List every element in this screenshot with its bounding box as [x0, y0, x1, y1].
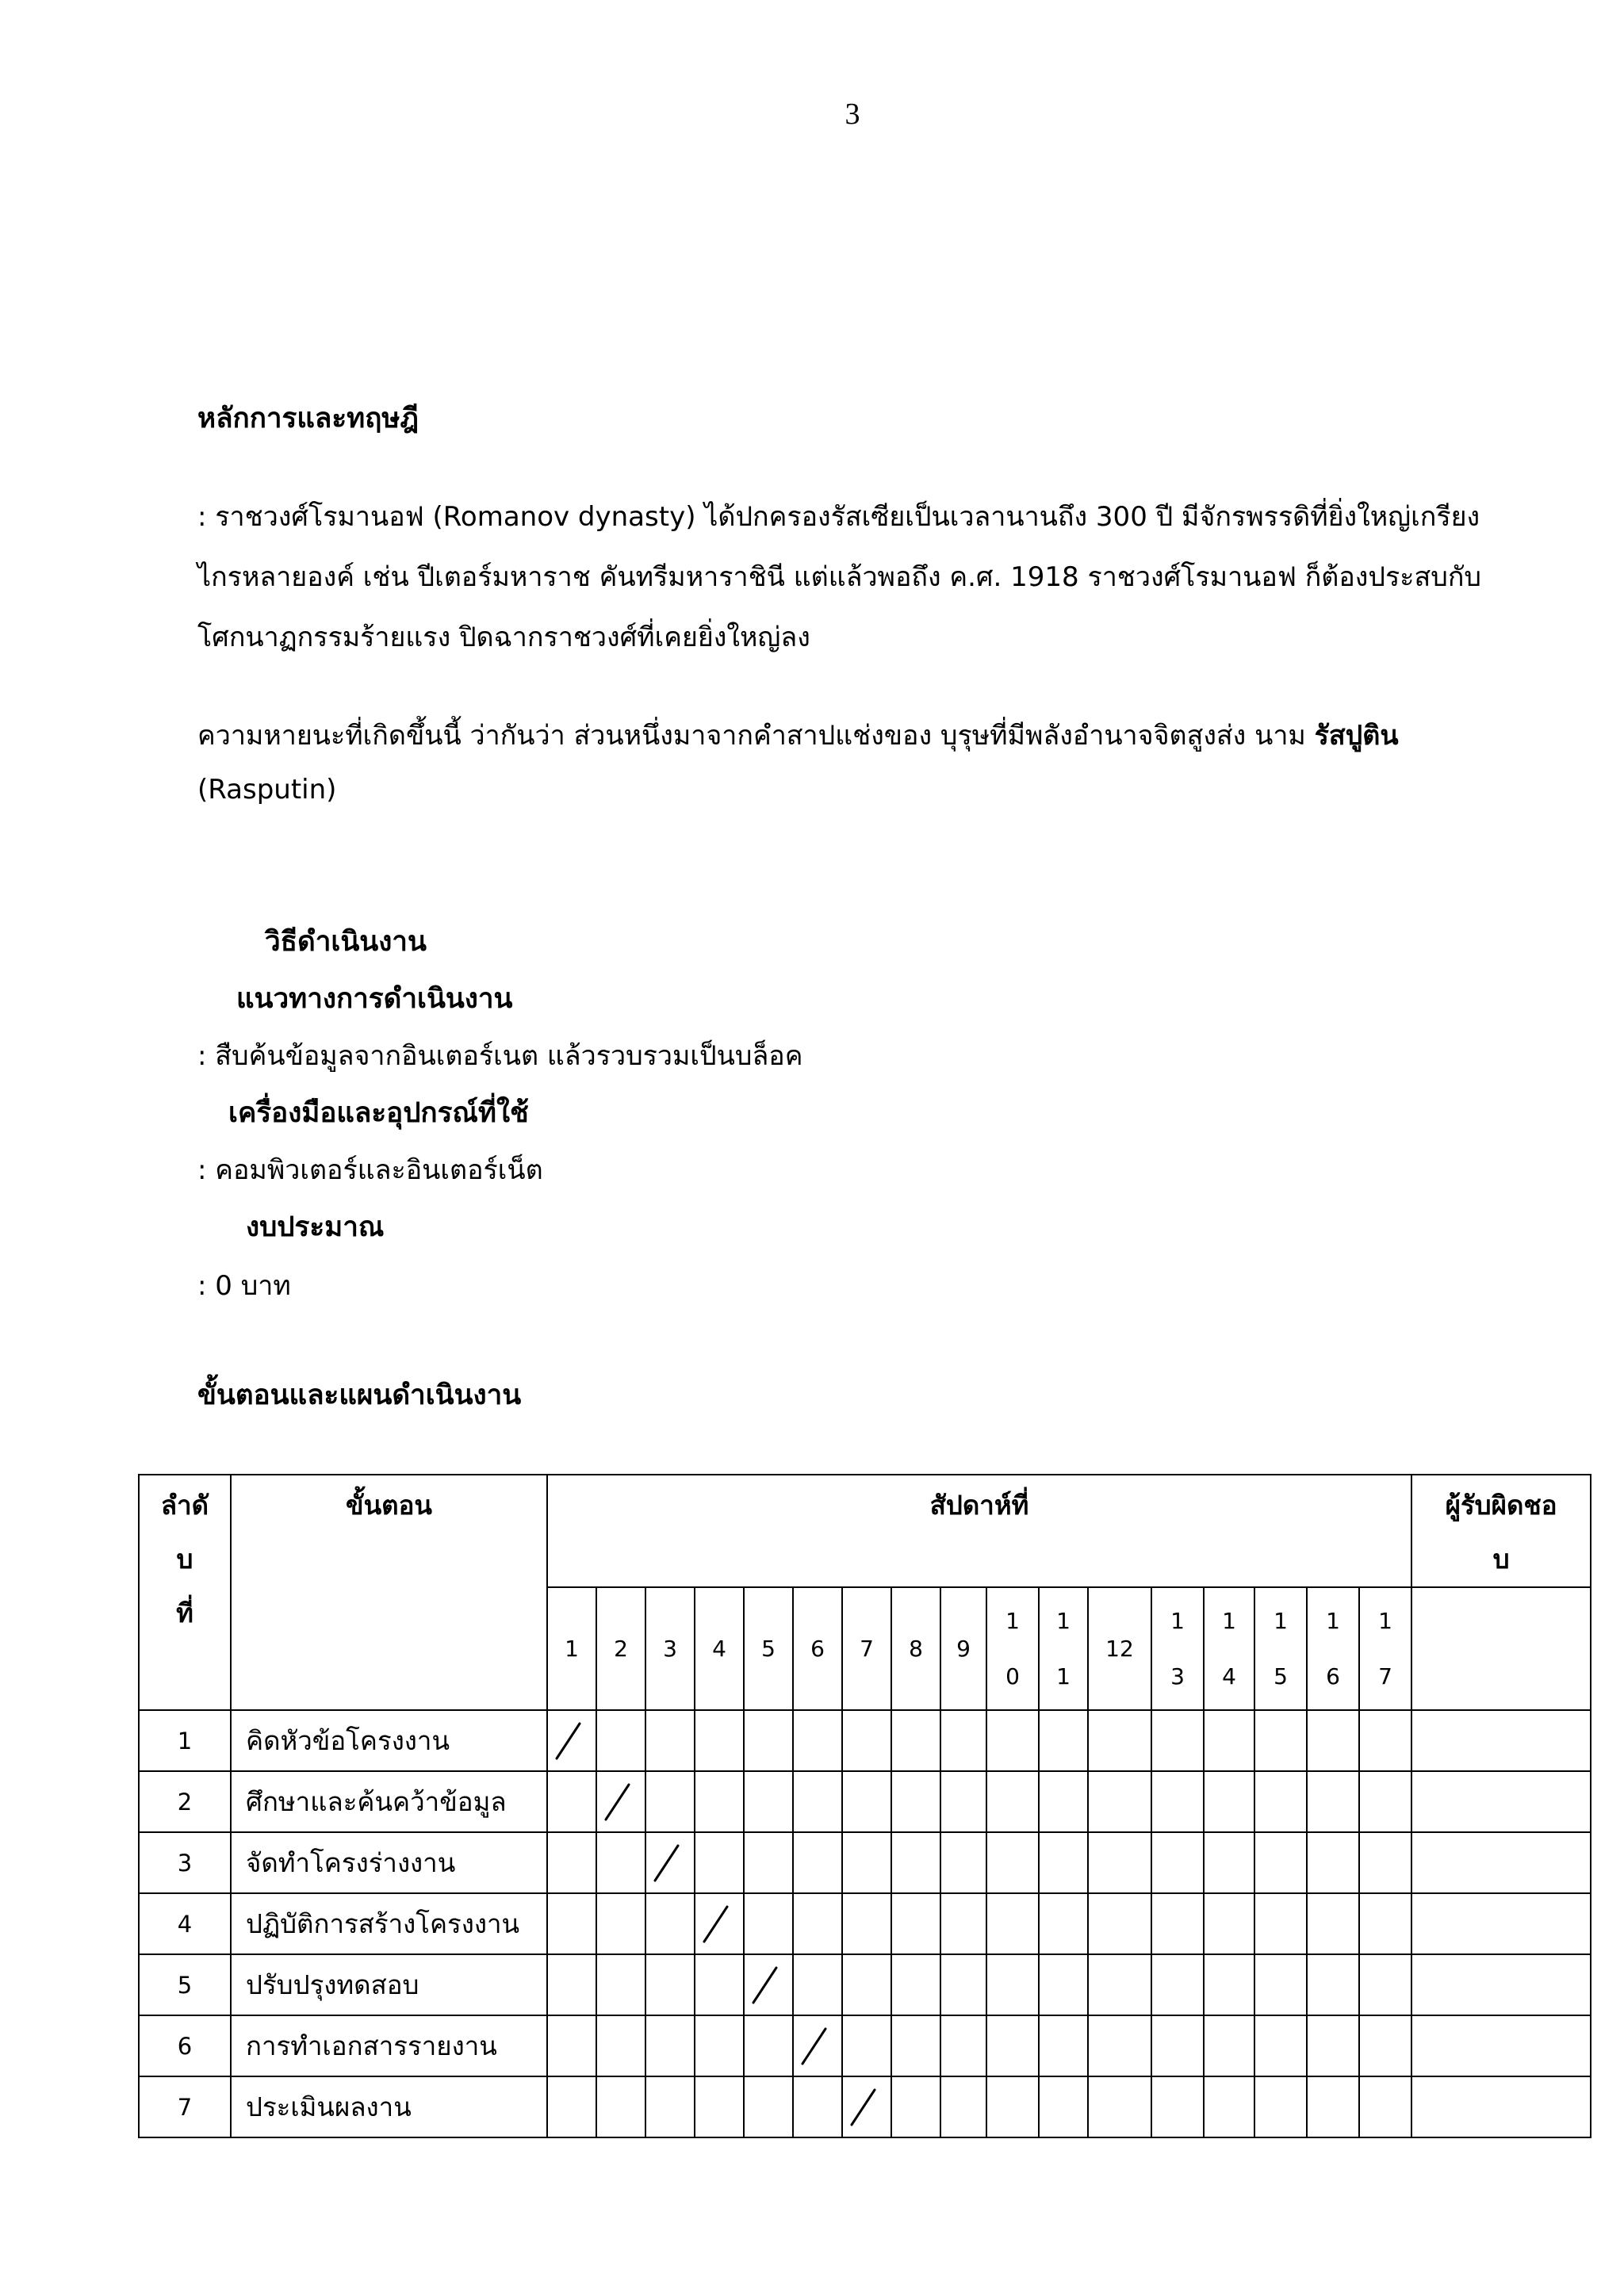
week-cell-16	[1307, 1832, 1359, 1893]
row-order: 2	[139, 1771, 231, 1832]
week-cell-3	[645, 1832, 695, 1893]
principles-heading: หลักการและทฤษฎี	[197, 403, 419, 434]
week-cell-17	[1359, 1710, 1411, 1771]
schedule-mark-icon	[653, 1841, 681, 1885]
week-cell-13	[1151, 2076, 1204, 2137]
week-cell-12	[1088, 2076, 1151, 2137]
week-cell-5	[744, 1832, 793, 1893]
week-cell-2	[596, 1771, 645, 1832]
week-cell-4	[695, 1832, 744, 1893]
week-cell-17	[1359, 1832, 1411, 1893]
week-cell-8	[891, 1954, 940, 2015]
week-cell-15	[1254, 1954, 1307, 2015]
week-cell-9	[940, 2076, 986, 2137]
week-cell-11	[1039, 1954, 1088, 2015]
week-cell-5	[744, 2076, 793, 2137]
order-header-line: ที่	[176, 1598, 193, 1628]
week-cell-6	[793, 1832, 842, 1893]
week-number-4	[695, 1587, 744, 1710]
row-step: จัดทำโครงร่างงาน	[231, 1832, 547, 1893]
week-cell-10	[986, 1893, 1039, 1954]
table-row	[139, 1771, 1591, 1832]
week-number-8	[891, 1587, 940, 1710]
row-step: ประเมินผลงาน	[231, 2076, 547, 2137]
week-cell-17	[1359, 2015, 1411, 2076]
week-cell-6	[793, 1954, 842, 2015]
week-number-line: 1	[1326, 1607, 1340, 1634]
week-cell-1	[547, 2015, 596, 2076]
week-cell-15	[1254, 2076, 1307, 2137]
table-row	[139, 1832, 1591, 1893]
week-cell-15	[1254, 1710, 1307, 1771]
week-cell-8	[891, 1710, 940, 1771]
week-cell-15	[1254, 2015, 1307, 2076]
schedule-mark-icon	[849, 2085, 878, 2130]
week-number-line: 7	[860, 1635, 874, 1662]
week-number-14	[1204, 1587, 1254, 1710]
week-number-line: 3	[663, 1635, 677, 1662]
row-responsible	[1411, 1832, 1591, 1893]
week-number-line: 9	[956, 1635, 971, 1662]
week-cell-6	[793, 1771, 842, 1832]
week-cell-13	[1151, 1710, 1204, 1771]
schedule-mark-icon	[751, 1963, 779, 2007]
week-cell-9	[940, 2015, 986, 2076]
order-header-line: บ	[176, 1544, 193, 1575]
principles-line-2: ไกรหลายองค์ เช่น ปีเตอร์มหาราช คันทรีมหาราชินี แต่แล้วพอถึง ค.ศ. 1918 ราชวงศ์โรมานอฟ ก็ต้องประสบกับ	[197, 561, 1482, 593]
approach-text: : สืบค้นข้อมูลจากอินเตอร์เนต แล้วรวบรวมเป็นบล็อค	[197, 1040, 803, 1072]
week-cell-11	[1039, 2076, 1088, 2137]
week-cell-7	[842, 1893, 891, 1954]
week-cell-11	[1039, 1710, 1088, 1771]
week-cell-3	[645, 1893, 695, 1954]
week-number-line: 4	[712, 1635, 726, 1662]
schedule-mark-icon	[702, 1902, 730, 1946]
week-cell-12	[1088, 1893, 1151, 1954]
week-cell-2	[596, 1954, 645, 2015]
week-cell-5	[744, 1954, 793, 2015]
week-number-16	[1307, 1587, 1359, 1710]
week-cell-1	[547, 1832, 596, 1893]
week-number-12	[1088, 1587, 1151, 1710]
week-cell-10	[986, 1832, 1039, 1893]
week-cell-3	[645, 1954, 695, 2015]
week-number-line: 6	[810, 1635, 825, 1662]
row-responsible	[1411, 1710, 1591, 1771]
week-number-line: 0	[1005, 1663, 1020, 1689]
week-cell-16	[1307, 1954, 1359, 2015]
order-header	[139, 1475, 231, 1710]
week-number-15	[1254, 1587, 1307, 1710]
principles-para-2-line-2: (Rasputin)	[197, 774, 337, 806]
week-cell-12	[1088, 1832, 1151, 1893]
week-number-line: 5	[761, 1635, 776, 1662]
week-cell-16	[1307, 1771, 1359, 1832]
approach-heading: แนวทางการดำเนินงาน	[236, 983, 513, 1015]
week-number-line: 12	[1105, 1635, 1134, 1662]
week-cell-1	[547, 2076, 596, 2137]
week-cell-8	[891, 1893, 940, 1954]
week-cell-7	[842, 1771, 891, 1832]
week-cell-13	[1151, 1954, 1204, 2015]
week-number-line: 8	[909, 1635, 923, 1662]
week-number-2	[596, 1587, 645, 1710]
week-cell-14	[1204, 1832, 1254, 1893]
schedule-mark-stroke	[852, 2090, 875, 2125]
week-cell-2	[596, 2076, 645, 2137]
week-cell-5	[744, 1771, 793, 1832]
week-cell-10	[986, 2015, 1039, 2076]
week-cell-14	[1204, 2015, 1254, 2076]
week-cell-13	[1151, 1832, 1204, 1893]
week-cell-7	[842, 2076, 891, 2137]
row-responsible	[1411, 1893, 1591, 1954]
week-number-10	[986, 1587, 1039, 1710]
week-cell-2	[596, 2015, 645, 2076]
row-order: 5	[139, 1954, 231, 2015]
row-responsible	[1411, 2015, 1591, 2076]
week-number-line: 2	[614, 1635, 628, 1662]
rasputin-name: รัสปูติน	[1314, 720, 1399, 752]
week-cell-2	[596, 1893, 645, 1954]
week-cell-14	[1204, 2076, 1254, 2137]
week-cell-8	[891, 2015, 940, 2076]
week-cell-6	[793, 1893, 842, 1954]
week-number-line: 1	[1056, 1607, 1071, 1634]
week-cell-5	[744, 1893, 793, 1954]
week-cell-2	[596, 1710, 645, 1771]
week-cell-13	[1151, 2015, 1204, 2076]
tools-heading: เครื่องมือและอุปกรณ์ที่ใช้	[228, 1097, 529, 1129]
week-cell-14	[1204, 1954, 1254, 2015]
week-number-line: 4	[1222, 1663, 1236, 1689]
week-cell-13	[1151, 1771, 1204, 1832]
week-number-line: 1	[565, 1635, 579, 1662]
week-cell-17	[1359, 1771, 1411, 1832]
responsible-header	[1411, 1475, 1591, 1587]
week-cell-7	[842, 1710, 891, 1771]
row-order: 1	[139, 1710, 231, 1771]
week-cell-4	[695, 1710, 744, 1771]
schedule-mark-icon	[554, 1719, 583, 1763]
week-cell-6	[793, 2076, 842, 2137]
table-row	[139, 1710, 1591, 1771]
week-cell-4	[695, 2015, 744, 2076]
budget-text: : 0 บาท	[197, 1270, 291, 1302]
week-cell-3	[645, 2076, 695, 2137]
week-cell-9	[940, 1893, 986, 1954]
week-cell-14	[1204, 1893, 1254, 1954]
row-order: 4	[139, 1893, 231, 1954]
principles-para-2	[197, 714, 1399, 756]
week-number-5	[744, 1587, 793, 1710]
week-number-line: 1	[1170, 1607, 1185, 1634]
week-cell-2	[596, 1832, 645, 1893]
week-cell-8	[891, 1771, 940, 1832]
page-number: 3	[845, 98, 860, 131]
week-cell-4	[695, 1771, 744, 1832]
row-order: 7	[139, 2076, 231, 2137]
row-order: 3	[139, 1832, 231, 1893]
schedule-mark-stroke	[753, 1968, 776, 2003]
row-step: การทำเอกสารรายงาน	[231, 2015, 547, 2076]
week-cell-10	[986, 1710, 1039, 1771]
schedule-mark-stroke	[606, 1785, 629, 1820]
week-cell-10	[986, 1771, 1039, 1832]
week-cell-16	[1307, 2015, 1359, 2076]
week-cell-8	[891, 2076, 940, 2137]
schedule-mark-stroke	[704, 1907, 727, 1942]
responsible-header-line: ผู้รับผิดชอ	[1445, 1490, 1557, 1521]
week-number-line: 3	[1170, 1663, 1185, 1689]
week-cell-13	[1151, 1893, 1204, 1954]
week-cell-16	[1307, 1893, 1359, 1954]
week-cell-1	[547, 1710, 596, 1771]
principles-line-1: : ราชวงศ์โรมานอฟ (Romanov dynasty) ได้ปกครองรัสเซียเป็นเวลานานถึง 300 ปี มีจักรพรรดิที่ยิ่งใหญ่เกรียง	[197, 501, 1480, 533]
week-cell-17	[1359, 2076, 1411, 2137]
step-header: ขั้นตอน	[231, 1475, 547, 1710]
week-number-line: 1	[1378, 1607, 1392, 1634]
week-cell-7	[842, 1832, 891, 1893]
schedule-mark-icon	[603, 1780, 632, 1824]
week-number-line: 5	[1274, 1663, 1288, 1689]
week-number-line: 1	[1056, 1663, 1071, 1689]
row-order: 6	[139, 2015, 231, 2076]
week-number-3	[645, 1587, 695, 1710]
week-cell-4	[695, 1893, 744, 1954]
week-cell-16	[1307, 2076, 1359, 2137]
week-cell-14	[1204, 1710, 1254, 1771]
week-number-17	[1359, 1587, 1411, 1710]
week-cell-15	[1254, 1893, 1307, 1954]
week-cell-1	[547, 1893, 596, 1954]
week-cell-11	[1039, 1771, 1088, 1832]
week-cell-12	[1088, 2015, 1151, 2076]
row-responsible	[1411, 1954, 1591, 2015]
week-number-line: 1	[1005, 1607, 1020, 1634]
week-number-1	[547, 1587, 596, 1710]
schedule-header-row	[139, 1475, 1591, 1587]
week-number-line: 1	[1222, 1607, 1236, 1634]
week-cell-9	[940, 1832, 986, 1893]
order-header-line: ลำดั	[160, 1490, 209, 1521]
week-cell-15	[1254, 1832, 1307, 1893]
week-cell-10	[986, 2076, 1039, 2137]
week-cell-3	[645, 2015, 695, 2076]
row-responsible	[1411, 1771, 1591, 1832]
week-cell-9	[940, 1771, 986, 1832]
week-cell-6	[793, 1710, 842, 1771]
week-cell-9	[940, 1710, 986, 1771]
tools-text: : คอมพิวเตอร์และอินเตอร์เน็ต	[197, 1154, 543, 1186]
week-number-13	[1151, 1587, 1204, 1710]
week-cell-5	[744, 1710, 793, 1771]
row-responsible	[1411, 2076, 1591, 2137]
week-number-line: 1	[1274, 1607, 1288, 1634]
week-cell-11	[1039, 1832, 1088, 1893]
week-cell-1	[547, 1771, 596, 1832]
week-cell-8	[891, 1832, 940, 1893]
week-cell-11	[1039, 2015, 1088, 2076]
week-cell-17	[1359, 1954, 1411, 2015]
table-row	[139, 2076, 1591, 2137]
week-cell-12	[1088, 1771, 1151, 1832]
week-cell-12	[1088, 1710, 1151, 1771]
principles-line-3: โศกนาฏกรรมร้ายแรง ปิดฉากราชวงศ์ที่เคยยิ่งใหญ่ลง	[197, 622, 810, 653]
schedule-mark-stroke	[802, 2029, 825, 2064]
table-row	[139, 1893, 1591, 1954]
method-heading: วิธีดำเนินงาน	[265, 926, 427, 958]
plan-heading: ขั้นตอนและแผนดำเนินงาน	[197, 1380, 522, 1411]
week-cell-15	[1254, 1771, 1307, 1832]
week-cell-17	[1359, 1893, 1411, 1954]
table-row	[139, 2015, 1591, 2076]
schedule-mark-icon	[800, 2024, 829, 2068]
week-cell-9	[940, 1954, 986, 2015]
week-cell-6	[793, 2015, 842, 2076]
principles-para-2-text: ความหายนะที่เกิดขึ้นนี้ ว่ากันว่า ส่วนหนึ่งมาจากคำสาปแช่งของ บุรุษที่มีพลังอำนาจจิตสูงส่ง นาม	[197, 720, 1315, 752]
week-cell-3	[645, 1771, 695, 1832]
week-number-9	[940, 1587, 986, 1710]
row-step: ปรับปรุงทดสอบ	[231, 1954, 547, 2015]
weeks-header: สัปดาห์ที่	[547, 1475, 1411, 1587]
schedule-table	[138, 1474, 1591, 2138]
week-number-line: 6	[1326, 1663, 1340, 1689]
week-cell-5	[744, 2015, 793, 2076]
week-cell-10	[986, 1954, 1039, 2015]
week-cell-7	[842, 2015, 891, 2076]
week-number-7	[842, 1587, 891, 1710]
row-step: ปฏิบัติการสร้างโครงงาน	[231, 1893, 547, 1954]
week-cell-14	[1204, 1771, 1254, 1832]
schedule-mark-stroke	[557, 1724, 580, 1758]
responsible-subheader	[1411, 1587, 1591, 1710]
row-step: คิดหัวข้อโครงงาน	[231, 1710, 547, 1771]
week-cell-7	[842, 1954, 891, 2015]
schedule-body	[139, 1710, 1591, 2137]
budget-heading: งบประมาณ	[246, 1211, 385, 1243]
week-cell-3	[645, 1710, 695, 1771]
week-cell-16	[1307, 1710, 1359, 1771]
week-number-11	[1039, 1587, 1088, 1710]
week-cell-4	[695, 1954, 744, 2015]
week-number-line: 7	[1378, 1663, 1392, 1689]
week-cell-12	[1088, 1954, 1151, 2015]
table-row	[139, 1954, 1591, 2015]
schedule-mark-stroke	[655, 1846, 678, 1881]
week-cell-1	[547, 1954, 596, 2015]
row-step: ศึกษาและค้นคว้าข้อมูล	[231, 1771, 547, 1832]
week-number-6	[793, 1587, 842, 1710]
week-cell-11	[1039, 1893, 1088, 1954]
responsible-header-line: บ	[1492, 1544, 1510, 1575]
week-cell-4	[695, 2076, 744, 2137]
